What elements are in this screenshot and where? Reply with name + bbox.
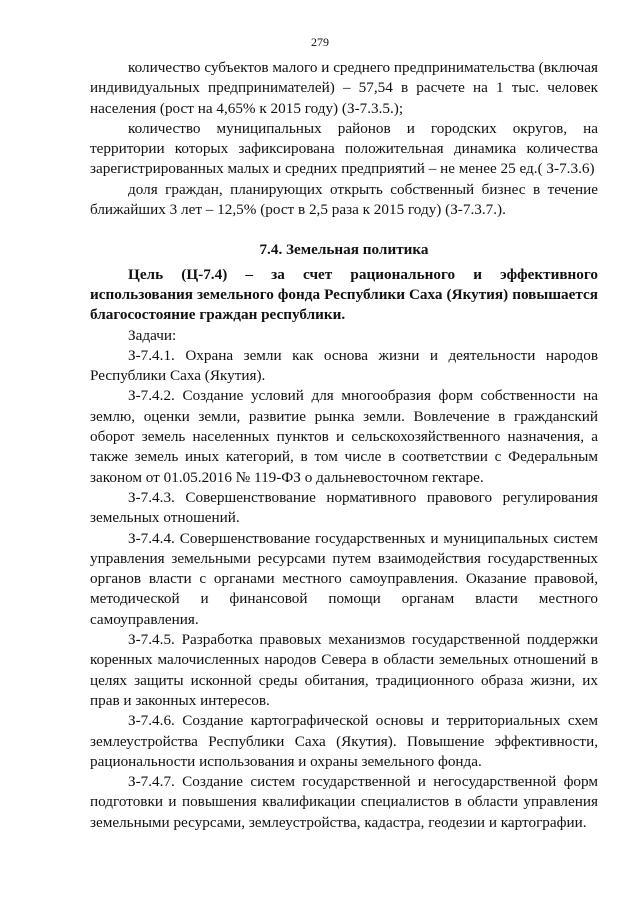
- task-item: З-7.4.1. Охрана земли как основа жизни и деятельности народов Республики Саха (Якутия).: [90, 346, 598, 385]
- task-item: З-7.4.3. Совершенствование нормативного правового регулирования земельных отношений.: [90, 488, 598, 527]
- section-heading: 7.4. Земельная политика: [259, 241, 429, 259]
- page-number: 279: [311, 35, 329, 49]
- intro-paragraph: количество муниципальных районов и городских округов, на территории которых зафиксирована положительная динамика количества зарегистрированных малых и средних предприятий – не менее 25 ед.( З-7.3.6): [90, 119, 598, 178]
- tasks-label: Задачи:: [128, 326, 177, 344]
- task-item: З-7.4.2. Создание условий для многообразия форм собственности на землю, оценки земли, развитие рынка земли. Вовлечение в гражданский оборот земель населенных пунктов и сельскохозяйственного назначения, а также земель иных категорий, в том числе в соответствии с Федеральным законом от 01.05.2016 № 119-ФЗ о дальневосточном гектаре.: [90, 387, 598, 486]
- intro-paragraph: доля граждан, планирующих открыть собственный бизнес в течение ближайших 3 лет – 12,5% (рост в 2,5 раза к 2015 году) (З-7.3.7.).: [90, 180, 598, 219]
- task-item: З-7.4.6. Создание картографической основы и территориальных схем землеустройства Республики Саха (Якутия). Повышение эффективности, рациональности использования и охраны земельного фонда.: [90, 712, 598, 770]
- page-content: [90, 58, 598, 833]
- task-item: З-7.4.4. Совершенствование государственных и муниципальных систем управления земельными ресурсами путем взаимодействия государственных органов власти с органами местного самоуправления. Оказание правовой, методической и финансовой помощи органам власти местного самоуправления.: [90, 529, 598, 628]
- task-item: З-7.4.5. Разработка правовых механизмов государственной поддержки коренных малочисленных народов Севера в области земельных отношений в целях защиты исконной среды обитания, традиционного образа жизни, их прав и законных интересов.: [90, 631, 598, 709]
- section-goal: Цель (Ц-7.4) – за счет рационального и эффективного использования земельного фонда Республики Саха (Якутия) повышается благосостояние граждан республики.: [90, 265, 598, 324]
- intro-paragraph: количество субъектов малого и среднего предпринимательства (включая индивидуальных предпринимателей) – 57,54 в расчете на 1 тыс. человек населения (рост на 4,65% к 2015 году) (З-7.3.5.);: [90, 59, 598, 117]
- task-item: З-7.4.7. Создание систем государственной и негосударственной форм подготовки и повышения квалификации специалистов в области управления земельными ресурсами, землеустройства, кадастра, геодезии и картографии.: [90, 773, 598, 831]
